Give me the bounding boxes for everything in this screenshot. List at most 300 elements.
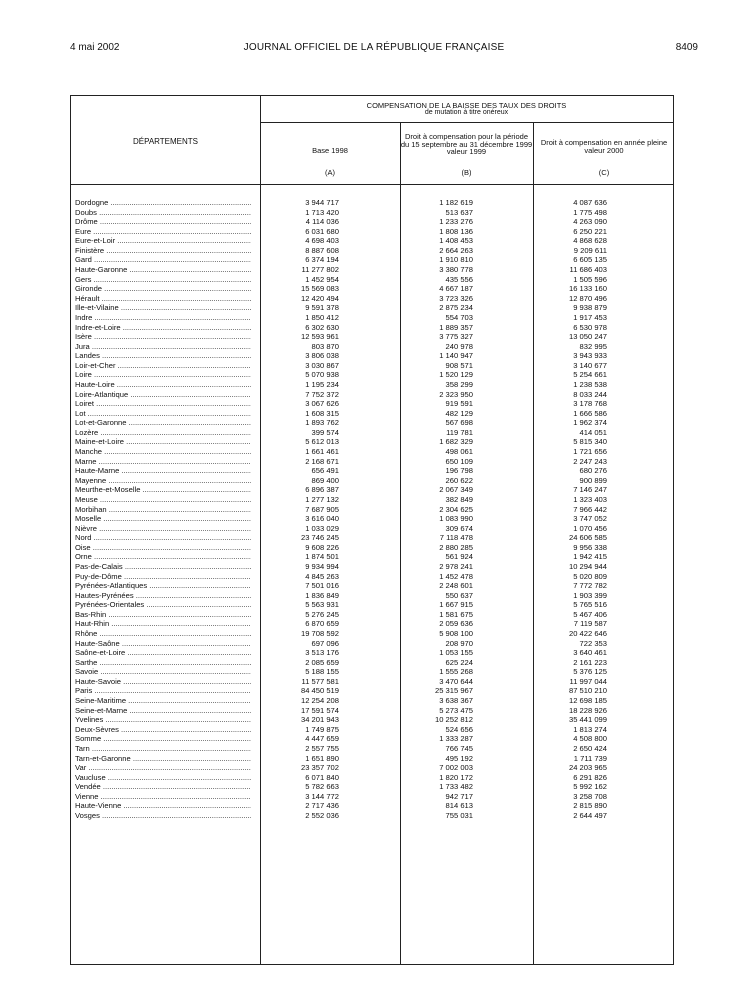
value-compensation-1999: 650 109 bbox=[445, 456, 473, 466]
value-compensation-1999: 755 031 bbox=[445, 811, 473, 820]
value-compensation-1999: 1 682 329 bbox=[439, 437, 473, 447]
table-row bbox=[71, 485, 675, 495]
table-row bbox=[71, 466, 675, 476]
table-body bbox=[71, 198, 675, 821]
departement-name: Pyrénées-Orientales ..... bbox=[75, 600, 251, 610]
table-row bbox=[71, 514, 675, 524]
value-compensation-2000: 5 254 661 bbox=[573, 370, 607, 380]
table-row bbox=[71, 524, 675, 534]
table-row bbox=[71, 476, 675, 486]
value-compensation-2000: 900 899 bbox=[579, 475, 607, 485]
value-compensation-1999: 5 273 475 bbox=[439, 705, 473, 715]
value-compensation-2000: 5 765 516 bbox=[573, 600, 607, 610]
column-letter-a: (A) bbox=[325, 168, 335, 177]
value-compensation-1999: 814 613 bbox=[445, 801, 473, 811]
value-base-1998: 5 563 931 bbox=[305, 600, 339, 610]
value-compensation-2000: 9 938 879 bbox=[573, 303, 607, 313]
departement-name: Mayenne ..... bbox=[75, 476, 251, 486]
value-compensation-1999: 554 703 bbox=[445, 312, 473, 322]
value-compensation-2000: 3 747 052 bbox=[573, 514, 607, 524]
value-compensation-1999: 1 555 268 bbox=[439, 667, 473, 677]
table-row bbox=[71, 332, 675, 342]
departement-name: Oise ..... bbox=[75, 543, 251, 553]
value-compensation-2000: 3 943 933 bbox=[573, 351, 607, 361]
value-compensation-1999: 25 315 967 bbox=[434, 686, 473, 696]
value-compensation-2000: 12 698 185 bbox=[568, 696, 607, 706]
table-row bbox=[71, 246, 675, 256]
value-base-1998: 5 070 938 bbox=[305, 370, 339, 380]
value-base-1998: 803 870 bbox=[311, 341, 339, 351]
journal-title: JOURNAL OFFICIEL DE LA RÉPUBLIQUE FRANÇAISE bbox=[243, 42, 505, 53]
compensation-table bbox=[70, 95, 674, 965]
value-compensation-1999: 1 808 136 bbox=[439, 226, 473, 236]
value-base-1998: 7 752 372 bbox=[305, 389, 339, 399]
departement-name: Meuse ..... bbox=[75, 495, 251, 505]
table-row bbox=[71, 801, 675, 811]
departement-name: Vosges ..... bbox=[75, 811, 251, 821]
value-compensation-1999: 498 061 bbox=[445, 447, 473, 457]
value-compensation-1999: 358 299 bbox=[445, 379, 473, 389]
value-compensation-2000: 2 815 890 bbox=[573, 801, 607, 811]
value-base-1998: 3 513 176 bbox=[305, 648, 339, 658]
table-row bbox=[71, 447, 675, 457]
value-compensation-1999: 2 323 950 bbox=[439, 389, 473, 399]
value-base-1998: 8 887 608 bbox=[305, 245, 339, 255]
value-compensation-2000: 24 203 965 bbox=[568, 763, 607, 773]
departement-name: Pyrénées-Atlantiques ..... bbox=[75, 581, 251, 591]
departement-name: Morbihan ..... bbox=[75, 505, 251, 515]
table-row bbox=[71, 734, 675, 744]
table-row bbox=[71, 351, 675, 361]
value-compensation-1999: 550 637 bbox=[445, 590, 473, 600]
value-compensation-1999: 766 745 bbox=[445, 743, 473, 753]
column-letter-c: (C) bbox=[598, 168, 610, 177]
departement-name: Loire-Atlantique ..... bbox=[75, 390, 251, 400]
value-base-1998: 697 096 bbox=[311, 638, 339, 648]
value-compensation-1999: 1 053 155 bbox=[439, 648, 473, 658]
departement-name: Maine-et-Loire ..... bbox=[75, 437, 251, 447]
table-row bbox=[71, 505, 675, 515]
table-row bbox=[71, 284, 675, 294]
table-row bbox=[71, 572, 675, 582]
value-compensation-2000: 20 422 646 bbox=[568, 629, 607, 639]
value-compensation-2000: 16 133 160 bbox=[568, 284, 607, 294]
value-compensation-1999: 2 304 625 bbox=[439, 504, 473, 514]
table-row bbox=[71, 303, 675, 313]
departement-name: Tarn ..... bbox=[75, 744, 251, 754]
table-row bbox=[71, 792, 675, 802]
value-base-1998: 399 574 bbox=[311, 427, 339, 437]
value-compensation-2000: 722 353 bbox=[579, 638, 607, 648]
departement-name: Rhône ..... bbox=[75, 629, 251, 639]
value-base-1998: 23 357 702 bbox=[300, 763, 339, 773]
table-row bbox=[71, 715, 675, 725]
table-row bbox=[71, 380, 675, 390]
table-row bbox=[71, 390, 675, 400]
value-compensation-1999: 513 637 bbox=[445, 207, 473, 217]
value-base-1998: 23 746 245 bbox=[300, 533, 339, 543]
departement-name: Lozère ..... bbox=[75, 428, 251, 438]
value-compensation-2000: 1 962 374 bbox=[573, 418, 607, 428]
departement-name: Var ..... bbox=[75, 763, 251, 773]
value-compensation-2000: 1 238 538 bbox=[573, 379, 607, 389]
table-row bbox=[71, 399, 675, 409]
table-row bbox=[71, 619, 675, 629]
value-base-1998: 34 201 943 bbox=[300, 715, 339, 725]
value-compensation-1999: 240 978 bbox=[445, 341, 473, 351]
value-compensation-1999: 260 622 bbox=[445, 475, 473, 485]
value-compensation-2000: 1 666 586 bbox=[573, 408, 607, 418]
value-compensation-2000: 2 650 424 bbox=[573, 743, 607, 753]
value-compensation-2000: 1 903 399 bbox=[573, 590, 607, 600]
table-row bbox=[71, 658, 675, 668]
departement-name: Sarthe ..... bbox=[75, 658, 251, 668]
value-base-1998: 84 450 519 bbox=[300, 686, 339, 696]
value-compensation-1999: 561 924 bbox=[445, 552, 473, 562]
table-row bbox=[71, 457, 675, 467]
departement-name: Finistère ..... bbox=[75, 246, 251, 256]
departement-name: Haute-Vienne ..... bbox=[75, 801, 251, 811]
table-row bbox=[71, 667, 675, 677]
value-base-1998: 2 717 436 bbox=[305, 801, 339, 811]
departement-name: Hautes-Pyrénées ..... bbox=[75, 591, 251, 601]
departement-name: Haute-Marne ..... bbox=[75, 466, 251, 476]
value-compensation-1999: 7 002 003 bbox=[439, 763, 473, 773]
departement-name: Dordogne ..... bbox=[75, 198, 251, 208]
departement-name: Drôme ..... bbox=[75, 217, 251, 227]
departement-name: Gironde ..... bbox=[75, 284, 251, 294]
value-compensation-2000: 4 263 090 bbox=[573, 217, 607, 227]
header-divider bbox=[260, 122, 673, 123]
table-row bbox=[71, 811, 675, 821]
value-compensation-2000: 1 323 403 bbox=[573, 494, 607, 504]
value-base-1998: 9 591 378 bbox=[305, 303, 339, 313]
value-compensation-2000: 24 606 585 bbox=[568, 533, 607, 543]
value-compensation-1999: 524 656 bbox=[445, 724, 473, 734]
table-row bbox=[71, 581, 675, 591]
table-row bbox=[71, 562, 675, 572]
value-compensation-2000: 3 178 768 bbox=[573, 399, 607, 409]
table-row bbox=[71, 265, 675, 275]
group-subtitle: de mutation à titre onéreux bbox=[424, 109, 509, 116]
value-compensation-2000: 1 942 415 bbox=[573, 552, 607, 562]
value-compensation-2000: 10 294 944 bbox=[568, 561, 607, 571]
value-compensation-2000: 5 992 162 bbox=[573, 782, 607, 792]
value-compensation-1999: 625 224 bbox=[445, 657, 473, 667]
departement-name: Gard ..... bbox=[75, 255, 251, 265]
departement-name: Vaucluse ..... bbox=[75, 773, 251, 783]
value-compensation-1999: 482 129 bbox=[445, 408, 473, 418]
departement-name: Deux-Sèvres ..... bbox=[75, 725, 251, 735]
value-base-1998: 4 698 403 bbox=[305, 236, 339, 246]
table-row bbox=[71, 629, 675, 639]
value-compensation-1999: 1 182 619 bbox=[439, 198, 473, 207]
value-base-1998: 2 552 036 bbox=[305, 811, 339, 820]
departement-name: Seine-et-Marne ..... bbox=[75, 706, 251, 716]
table-row bbox=[71, 600, 675, 610]
table-row bbox=[71, 754, 675, 764]
departement-name: Manche ..... bbox=[75, 447, 251, 457]
value-compensation-1999: 1 333 287 bbox=[439, 734, 473, 744]
value-compensation-2000: 5 467 406 bbox=[573, 609, 607, 619]
value-compensation-1999: 4 667 187 bbox=[439, 284, 473, 294]
value-compensation-2000: 13 050 247 bbox=[568, 332, 607, 342]
value-compensation-2000: 6 605 135 bbox=[573, 255, 607, 265]
value-compensation-1999: 908 571 bbox=[445, 360, 473, 370]
value-compensation-2000: 1 505 596 bbox=[573, 274, 607, 284]
value-compensation-1999: 942 717 bbox=[445, 791, 473, 801]
departement-name: Doubs ..... bbox=[75, 208, 251, 218]
departement-name: Indre ..... bbox=[75, 313, 251, 323]
table-row bbox=[71, 610, 675, 620]
value-base-1998: 6 374 194 bbox=[305, 255, 339, 265]
value-compensation-2000: 1 775 498 bbox=[573, 207, 607, 217]
column-header-a: Base 1998 bbox=[312, 146, 348, 155]
departement-name: Eure ..... bbox=[75, 227, 251, 237]
value-compensation-2000: 3 258 708 bbox=[573, 791, 607, 801]
table-row bbox=[71, 543, 675, 553]
header-bottom-rule bbox=[71, 184, 673, 185]
departement-name: Orne ..... bbox=[75, 552, 251, 562]
table-row bbox=[71, 294, 675, 304]
departement-name: Nord ..... bbox=[75, 533, 251, 543]
departement-name: Landes ..... bbox=[75, 351, 251, 361]
value-base-1998: 11 277 802 bbox=[301, 265, 339, 275]
value-compensation-2000: 5 376 125 bbox=[573, 667, 607, 677]
value-base-1998: 1 850 412 bbox=[305, 312, 339, 322]
departement-name: Haute-Garonne ..... bbox=[75, 265, 251, 275]
table-row bbox=[71, 217, 675, 227]
departement-name: Moselle ..... bbox=[75, 514, 251, 524]
value-base-1998: 3 067 626 bbox=[305, 399, 339, 409]
table-row bbox=[71, 686, 675, 696]
value-compensation-1999: 1 733 482 bbox=[439, 782, 473, 792]
value-compensation-2000: 6 530 978 bbox=[573, 322, 607, 332]
value-base-1998: 1 661 461 bbox=[305, 447, 339, 457]
value-base-1998: 9 934 994 bbox=[305, 561, 339, 571]
value-compensation-2000: 18 228 926 bbox=[568, 705, 607, 715]
value-base-1998: 1 195 234 bbox=[305, 379, 339, 389]
table-row bbox=[71, 677, 675, 687]
value-compensation-2000: 2 161 223 bbox=[573, 657, 607, 667]
value-base-1998: 11 577 581 bbox=[301, 676, 339, 686]
departement-name: Lot ..... bbox=[75, 409, 251, 419]
table-row bbox=[71, 208, 675, 218]
value-compensation-2000: 7 966 442 bbox=[573, 504, 607, 514]
value-base-1998: 7 501 016 bbox=[305, 581, 339, 591]
value-base-1998: 6 896 387 bbox=[305, 485, 339, 495]
value-compensation-2000: 5 020 809 bbox=[573, 571, 607, 581]
departement-name: Bas-Rhin ..... bbox=[75, 610, 251, 620]
table-row bbox=[71, 725, 675, 735]
table-row bbox=[71, 255, 675, 265]
table-row bbox=[71, 552, 675, 562]
table-row bbox=[71, 696, 675, 706]
value-base-1998: 1 651 890 bbox=[305, 753, 339, 763]
value-base-1998: 12 254 208 bbox=[300, 696, 339, 706]
value-base-1998: 3 806 038 bbox=[305, 351, 339, 361]
value-base-1998: 5 276 245 bbox=[305, 609, 339, 619]
value-compensation-1999: 7 118 478 bbox=[439, 533, 473, 543]
table-row bbox=[71, 773, 675, 783]
value-compensation-1999: 2 059 636 bbox=[439, 619, 473, 629]
value-compensation-2000: 1 917 453 bbox=[573, 312, 607, 322]
value-base-1998: 3 144 772 bbox=[305, 791, 339, 801]
value-compensation-2000: 7 772 782 bbox=[573, 581, 607, 591]
table-row bbox=[71, 361, 675, 371]
departement-name: Haute-Savoie ..... bbox=[75, 677, 251, 687]
departement-name: Seine-Maritime ..... bbox=[75, 696, 251, 706]
value-compensation-2000: 7 146 247 bbox=[573, 485, 607, 495]
value-compensation-2000: 35 441 099 bbox=[568, 715, 607, 725]
departement-name: Tarn-et-Garonne ..... bbox=[75, 754, 251, 764]
value-compensation-1999: 1 233 276 bbox=[439, 217, 473, 227]
table-row bbox=[71, 639, 675, 649]
value-compensation-2000: 4 868 628 bbox=[573, 236, 607, 246]
departement-name: Vendée ..... bbox=[75, 782, 251, 792]
table-row bbox=[71, 437, 675, 447]
departement-name: Yvelines ..... bbox=[75, 715, 251, 725]
table-row bbox=[71, 591, 675, 601]
value-compensation-1999: 119 781 bbox=[446, 427, 473, 437]
value-compensation-2000: 9 956 338 bbox=[573, 542, 607, 552]
value-base-1998: 1 608 315 bbox=[305, 408, 339, 418]
value-base-1998: 1 874 501 bbox=[305, 552, 339, 562]
value-compensation-2000: 6 250 221 bbox=[573, 226, 607, 236]
value-compensation-2000: 1 813 274 bbox=[573, 724, 607, 734]
value-compensation-2000: 7 119 587 bbox=[573, 619, 607, 629]
value-base-1998: 3 030 867 bbox=[305, 360, 339, 370]
value-base-1998: 4 845 263 bbox=[305, 571, 339, 581]
departement-name: Indre-et-Loire ..... bbox=[75, 323, 251, 333]
group-title: COMPENSATION DE LA BAISSE DES TAUX DES DROITS bbox=[366, 101, 567, 110]
value-compensation-1999: 3 638 367 bbox=[439, 696, 473, 706]
departement-name: Vienne ..... bbox=[75, 792, 251, 802]
value-compensation-1999: 309 674 bbox=[445, 523, 473, 533]
departement-name: Haut-Rhin ..... bbox=[75, 619, 251, 629]
departement-name: Marne ..... bbox=[75, 457, 251, 467]
value-base-1998: 1 749 875 bbox=[305, 724, 339, 734]
value-base-1998: 1 836 849 bbox=[305, 590, 339, 600]
table-row bbox=[71, 236, 675, 246]
value-compensation-1999: 1 452 478 bbox=[439, 571, 473, 581]
value-compensation-1999: 1 910 810 bbox=[439, 255, 473, 265]
table-row bbox=[71, 782, 675, 792]
value-compensation-2000: 12 870 496 bbox=[568, 293, 607, 303]
value-compensation-2000: 11 686 403 bbox=[569, 265, 607, 275]
table-row bbox=[71, 409, 675, 419]
value-compensation-2000: 680 276 bbox=[579, 466, 607, 476]
value-base-1998: 3 944 717 bbox=[305, 198, 339, 207]
value-compensation-2000: 1 070 456 bbox=[573, 523, 607, 533]
table-row bbox=[71, 763, 675, 773]
departement-name: Loiret ..... bbox=[75, 399, 251, 409]
value-compensation-2000: 2 247 243 bbox=[573, 456, 607, 466]
table-row bbox=[71, 313, 675, 323]
value-compensation-2000: 9 209 611 bbox=[573, 245, 607, 255]
value-base-1998: 17 591 574 bbox=[300, 705, 339, 715]
departement-name: Saône-et-Loire ..... bbox=[75, 648, 251, 658]
departement-name: Isère ..... bbox=[75, 332, 251, 342]
value-base-1998: 6 071 840 bbox=[305, 772, 339, 782]
value-compensation-1999: 3 470 644 bbox=[439, 676, 473, 686]
value-base-1998: 5 188 155 bbox=[305, 667, 339, 677]
value-base-1998: 1 713 420 bbox=[305, 207, 339, 217]
value-compensation-2000: 8 033 244 bbox=[573, 389, 607, 399]
value-compensation-2000: 5 815 340 bbox=[573, 437, 607, 447]
value-base-1998: 656 491 bbox=[311, 466, 339, 476]
value-base-1998: 19 708 592 bbox=[300, 629, 339, 639]
value-base-1998: 1 033 029 bbox=[305, 523, 339, 533]
value-compensation-2000: 4 508 800 bbox=[573, 734, 607, 744]
departement-name: Haute-Loire ..... bbox=[75, 380, 251, 390]
value-compensation-1999: 2 067 349 bbox=[439, 485, 473, 495]
value-compensation-1999: 1 581 675 bbox=[439, 609, 473, 619]
value-base-1998: 3 616 040 bbox=[305, 514, 339, 524]
value-compensation-2000: 1 721 656 bbox=[573, 447, 607, 457]
table-row bbox=[71, 198, 675, 208]
value-base-1998: 6 031 680 bbox=[305, 226, 339, 236]
value-base-1998: 1 277 132 bbox=[305, 494, 339, 504]
value-base-1998: 12 420 494 bbox=[300, 293, 339, 303]
value-compensation-1999: 382 849 bbox=[445, 494, 473, 504]
value-compensation-1999: 2 880 285 bbox=[439, 542, 473, 552]
value-compensation-1999: 1 820 172 bbox=[439, 772, 473, 782]
departement-name: Hérault ..... bbox=[75, 294, 251, 304]
value-base-1998: 6 870 659 bbox=[305, 619, 339, 629]
value-compensation-1999: 1 667 915 bbox=[439, 600, 473, 610]
value-compensation-1999: 3 723 326 bbox=[439, 293, 473, 303]
departement-name: Pas-de-Calais ..... bbox=[75, 562, 251, 572]
table-row bbox=[71, 370, 675, 380]
value-compensation-1999: 1 520 129 bbox=[439, 370, 473, 380]
table-row bbox=[71, 495, 675, 505]
table-row bbox=[71, 323, 675, 333]
table-row bbox=[71, 428, 675, 438]
value-base-1998: 7 687 905 bbox=[305, 504, 339, 514]
departement-name: Gers ..... bbox=[75, 275, 251, 285]
departement-name: Haute-Saône ..... bbox=[75, 639, 251, 649]
value-compensation-1999: 10 252 812 bbox=[434, 715, 473, 725]
value-compensation-1999: 1 408 453 bbox=[439, 236, 473, 246]
table-row bbox=[71, 744, 675, 754]
value-base-1998: 2 557 755 bbox=[305, 743, 339, 753]
value-base-1998: 1 452 954 bbox=[305, 274, 339, 284]
value-compensation-1999: 3 380 778 bbox=[439, 265, 473, 275]
value-compensation-1999: 208 970 bbox=[445, 638, 473, 648]
value-base-1998: 6 302 630 bbox=[305, 322, 339, 332]
table-row bbox=[71, 275, 675, 285]
value-base-1998: 9 608 226 bbox=[305, 542, 339, 552]
value-compensation-1999: 495 192 bbox=[445, 753, 473, 763]
departement-name: Jura ..... bbox=[75, 342, 251, 352]
departement-name: Loir-et-Cher ..... bbox=[75, 361, 251, 371]
value-compensation-1999: 2 875 234 bbox=[439, 303, 473, 313]
column-header-b: Droit à compensation pour la période du 15 septembre au 31 décembre 1999 valeur 1999 bbox=[400, 132, 533, 156]
departement-name: Paris ..... bbox=[75, 686, 251, 696]
value-compensation-2000: 3 140 677 bbox=[573, 360, 607, 370]
value-base-1998: 1 893 762 bbox=[305, 418, 339, 428]
column-header-departements: DÉPARTEMENTS bbox=[132, 137, 199, 146]
departement-name: Lot-et-Garonne ..... bbox=[75, 418, 251, 428]
table-row bbox=[71, 648, 675, 658]
value-compensation-1999: 3 775 327 bbox=[439, 332, 473, 342]
value-compensation-1999: 2 248 601 bbox=[439, 581, 473, 591]
page-number: 8409 bbox=[675, 42, 698, 53]
table-row bbox=[71, 418, 675, 428]
value-base-1998: 12 593 961 bbox=[300, 332, 339, 342]
value-compensation-2000: 3 640 461 bbox=[573, 648, 607, 658]
